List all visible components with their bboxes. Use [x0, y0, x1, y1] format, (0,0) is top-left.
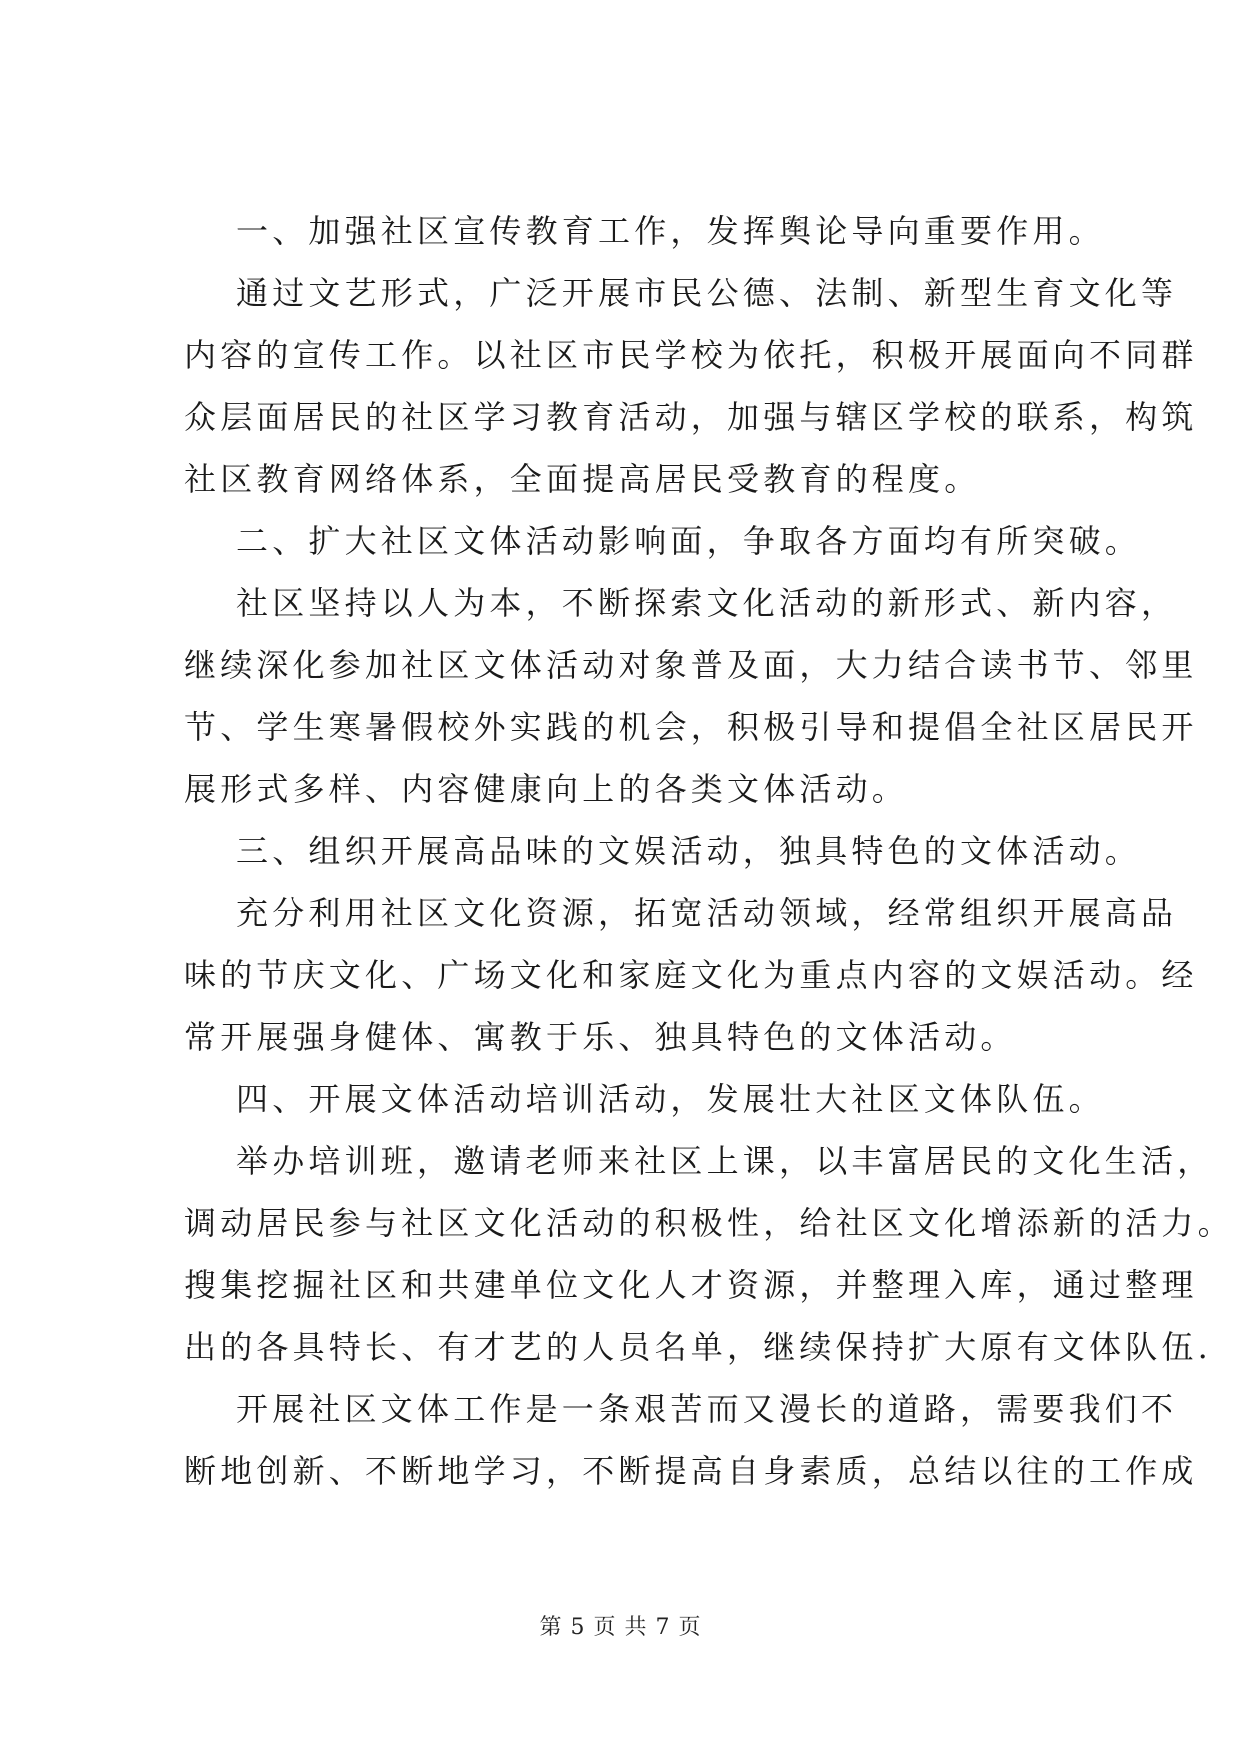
paragraph-line: 开展社区文体工作是一条艰苦而又漫长的道路，需要我们不: [236, 1390, 1178, 1428]
section-heading-1: 一、加强社区宣传教育工作，发挥舆论导向重要作用。: [236, 212, 1105, 250]
paragraph-line: 举办培训班，邀请老师来社区上课，以丰富居民的文化生活，: [236, 1142, 1214, 1180]
paragraph-line: 断地创新、不断地学习，不断提高自身素质，总结以往的工作成: [184, 1452, 1198, 1490]
paragraph-line: 出的各具特长、有才艺的人员名单，继续保持扩大原有文体队伍.: [184, 1328, 1212, 1366]
paragraph-line: 展形式多样、内容健康向上的各类文体活动。: [184, 770, 909, 808]
paragraph-line: 常开展强身健体、寓教于乐、独具特色的文体活动。: [184, 1018, 1017, 1056]
paragraph-line: 继续深化参加社区文体活动对象普及面，大力结合读书节、邻里: [184, 646, 1198, 684]
paragraph-line: 通过文艺形式，广泛开展市民公德、法制、新型生育文化等: [236, 274, 1178, 312]
paragraph-line: 调动居民参与社区文化活动的积极性，给社区文化增添新的活力。: [184, 1204, 1234, 1242]
section-heading-3: 三、组织开展高品味的文娱活动，独具特色的文体活动。: [236, 832, 1142, 870]
page-number-footer: 第 5 页 共 7 页: [539, 1615, 702, 1640]
paragraph-line: 内容的宣传工作。以社区市民学校为依托，积极开展面向不同群: [184, 336, 1198, 374]
paragraph-line: 搜集挖掘社区和共建单位文化人才资源，并整理入库，通过整理: [184, 1266, 1198, 1304]
paragraph-line: 味的节庆文化、广场文化和家庭文化为重点内容的文娱活动。经: [184, 956, 1198, 994]
paragraph-line: 社区教育网络体系，全面提高居民受教育的程度。: [184, 460, 981, 498]
paragraph-line: 社区坚持以人为本，不断探索文化活动的新形式、新内容，: [236, 584, 1178, 622]
paragraph-line: 充分利用社区文化资源，拓宽活动领域，经常组织开展高品: [236, 894, 1178, 932]
section-heading-4: 四、开展文体活动培训活动，发展壮大社区文体队伍。: [236, 1080, 1105, 1118]
document-body: [184, 200, 1234, 1502]
paragraph-line: 众层面居民的社区学习教育活动，加强与辖区学校的联系，构筑: [184, 398, 1198, 436]
section-heading-2: 二、扩大社区文体活动影响面，争取各方面均有所突破。: [236, 522, 1142, 560]
paragraph-line: 节、学生寒暑假校外实践的机会，积极引导和提倡全社区居民开: [184, 708, 1198, 746]
